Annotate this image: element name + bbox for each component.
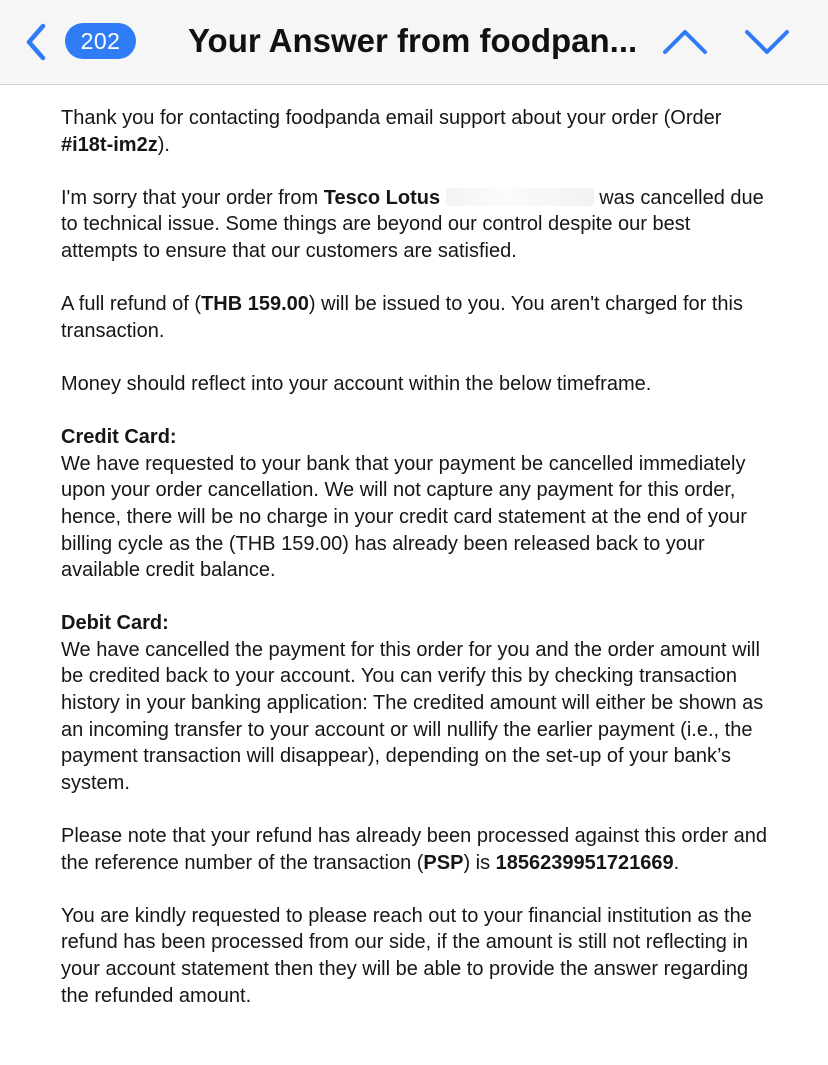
store-name: Tesco Lotus [323, 186, 441, 209]
order-number: #i18t-im2z [61, 133, 158, 156]
greeting-paragraph [61, 105, 771, 158]
timeframe-paragraph: Money should reflect into your account within the below timeframe. [61, 372, 652, 395]
apology-start: I'm sorry that your order from [61, 186, 324, 209]
debit-card-section [61, 610, 771, 796]
refund-paragraph [61, 291, 771, 344]
navigation-bar [0, 0, 828, 85]
psp-label: PSP [423, 851, 464, 874]
greeting-text: Thank you for contacting foodpanda email support about your order (Order [61, 107, 722, 129]
apology-text: was cancelled due to technical issue. Some things are beyond our control despite our best attempts to ensure that our customers are satisfied. [61, 186, 764, 262]
credit-card-section [61, 424, 771, 584]
reference-middle: ) is [463, 851, 496, 874]
refund-start: A full refund of ( [61, 293, 202, 316]
debit-card-heading: Debit Card: [61, 612, 169, 635]
back-button[interactable] [20, 22, 54, 62]
debit-card-text: We have cancelled the payment for this order for you and the order amount will be credited back to your account. You can verify this by checking transaction history in your banking application: The credited amount will either be shown as an incoming transfer to your account or will nullify the earlier payment (i.e., the payment transaction will disappear), depending on the set-up of your bank’s system. [61, 638, 764, 794]
reference-start: Please note that your refund has already been processed against this order and the reference number of the transaction ( [61, 825, 768, 874]
email-body [61, 105, 771, 1036]
credit-card-text: We have requested to your bank that your payment be cancelled immediately upon your order cancellation. We will not capture any payment for this order, hence, there will be no charge in your credit card statement at the end of your billing cycle as the (THB 159.00) has already been released back to your available credit balance. [61, 452, 747, 582]
reference-end: . [673, 851, 680, 874]
refund-amount: THB 159.00 [201, 293, 309, 316]
chevron-left-icon [20, 22, 54, 62]
refund-end: ) will be issued to you. You aren't charged for this transaction. [61, 293, 743, 342]
next-message-button[interactable] [742, 24, 792, 60]
reference-number: 1856239951721669 [495, 851, 674, 874]
previous-message-button[interactable] [660, 24, 710, 60]
page-title: Your Answer from foodpan... [188, 22, 638, 59]
redacted-branch-name [446, 188, 594, 206]
apology-paragraph [61, 185, 771, 265]
closing-paragraph: You are kindly requested to please reach out to your financial institution as the refund has been processed from our side, if the amount is still not reflecting in your account statement then they will be able to provide the answer regarding the refunded amount. [61, 904, 752, 1007]
reference-paragraph [61, 823, 771, 876]
chevron-down-icon [742, 24, 792, 60]
chevron-up-icon [660, 24, 710, 60]
credit-card-heading: Credit Card: [61, 426, 177, 449]
unread-count-badge[interactable]: 202 [65, 23, 136, 59]
greeting-end: ). [157, 133, 170, 156]
